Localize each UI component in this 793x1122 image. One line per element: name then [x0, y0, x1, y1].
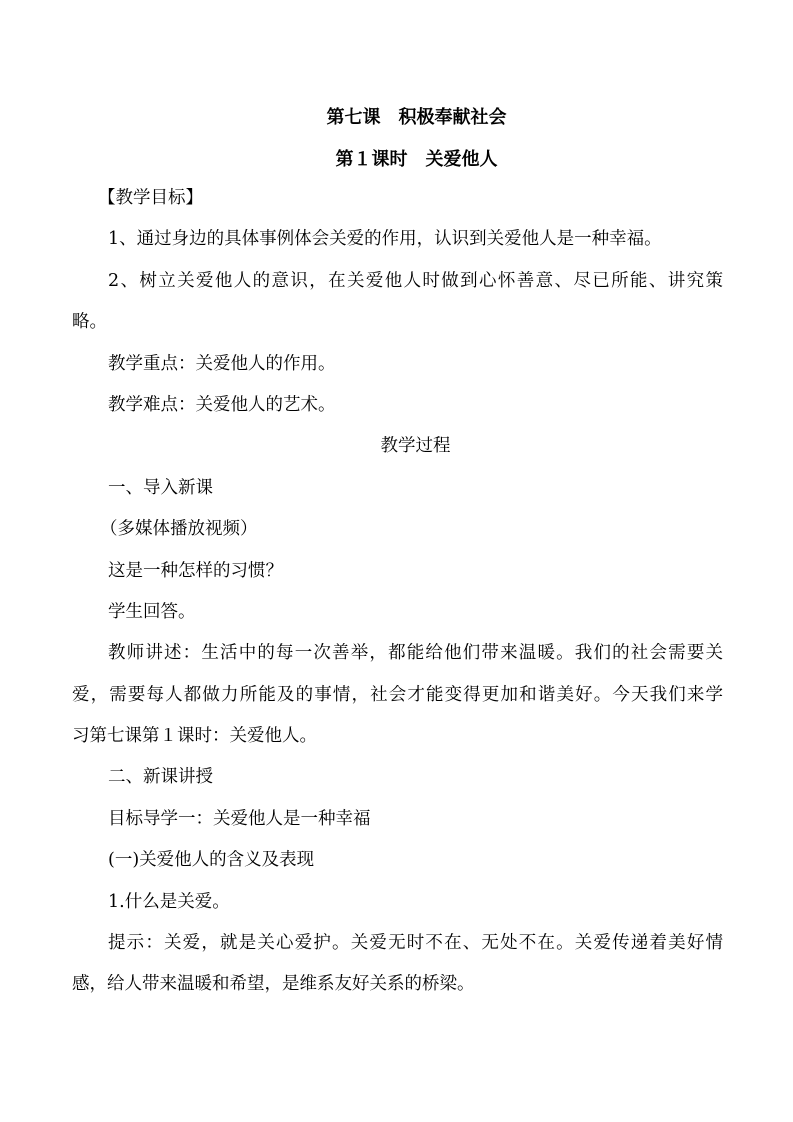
paragraph-line: （多媒体播放视频） — [100, 519, 258, 540]
paragraph-line: 教学难点：关爱他人的艺术。 — [108, 394, 336, 415]
paragraph-line: (一)关爱他人的含义及表现 — [108, 850, 315, 871]
paragraph-line: 1.什么是关爱。 — [108, 891, 230, 912]
paragraph-line: 二、新课讲授 — [108, 767, 213, 788]
paragraph-line: 这是一种怎样的习惯？ — [108, 560, 283, 581]
paragraph-line: 教学重点：关爱他人的作用。 — [108, 353, 336, 374]
paragraph-line: 爱，需要每人都做力所能及的事情，社会才能变得更加和谐美好。今天我们来学 — [72, 684, 723, 705]
document-body — [72, 100, 723, 1006]
lesson-subtitle: 第１课时 关爱他人 — [335, 149, 498, 170]
paragraph-line: 【教学目标】 — [98, 188, 203, 208]
paragraph-line: 1、通过身边的具体事例体会关爱的作用，认识到关爱他人是一种幸福。 — [108, 229, 662, 250]
lesson-title: 第七课 积极奉献社会 — [326, 107, 507, 128]
section-heading: 教学过程 — [380, 436, 451, 457]
paragraph-line: 略。 — [72, 312, 107, 333]
paragraph-line: 学生回答。 — [108, 601, 196, 622]
paragraph-line: 一、导入新课 — [108, 477, 213, 498]
paragraph-lines — [72, 178, 723, 1006]
paragraph-line: 目标导学一：关爱他人是一种幸福 — [108, 808, 371, 829]
paragraph-line: 提示：关爱，就是关心爱护。关爱无时不在、无处不在。关爱传递着美好情 — [108, 933, 723, 954]
paragraph-line: 2、树立关爱他人的意识，在关爱他人时做到心怀善意、尽已所能、讲究策 — [108, 270, 723, 291]
paragraph-line: 习第七课第１课时：关爱他人。 — [72, 726, 317, 747]
paragraph-line: 教师讲述：生活中的每一次善举，都能给他们带来温暖。我们的社会需要关 — [108, 643, 723, 664]
paragraph-line: 感，给人带来温暖和希望，是维系友好关系的桥梁。 — [72, 974, 475, 995]
